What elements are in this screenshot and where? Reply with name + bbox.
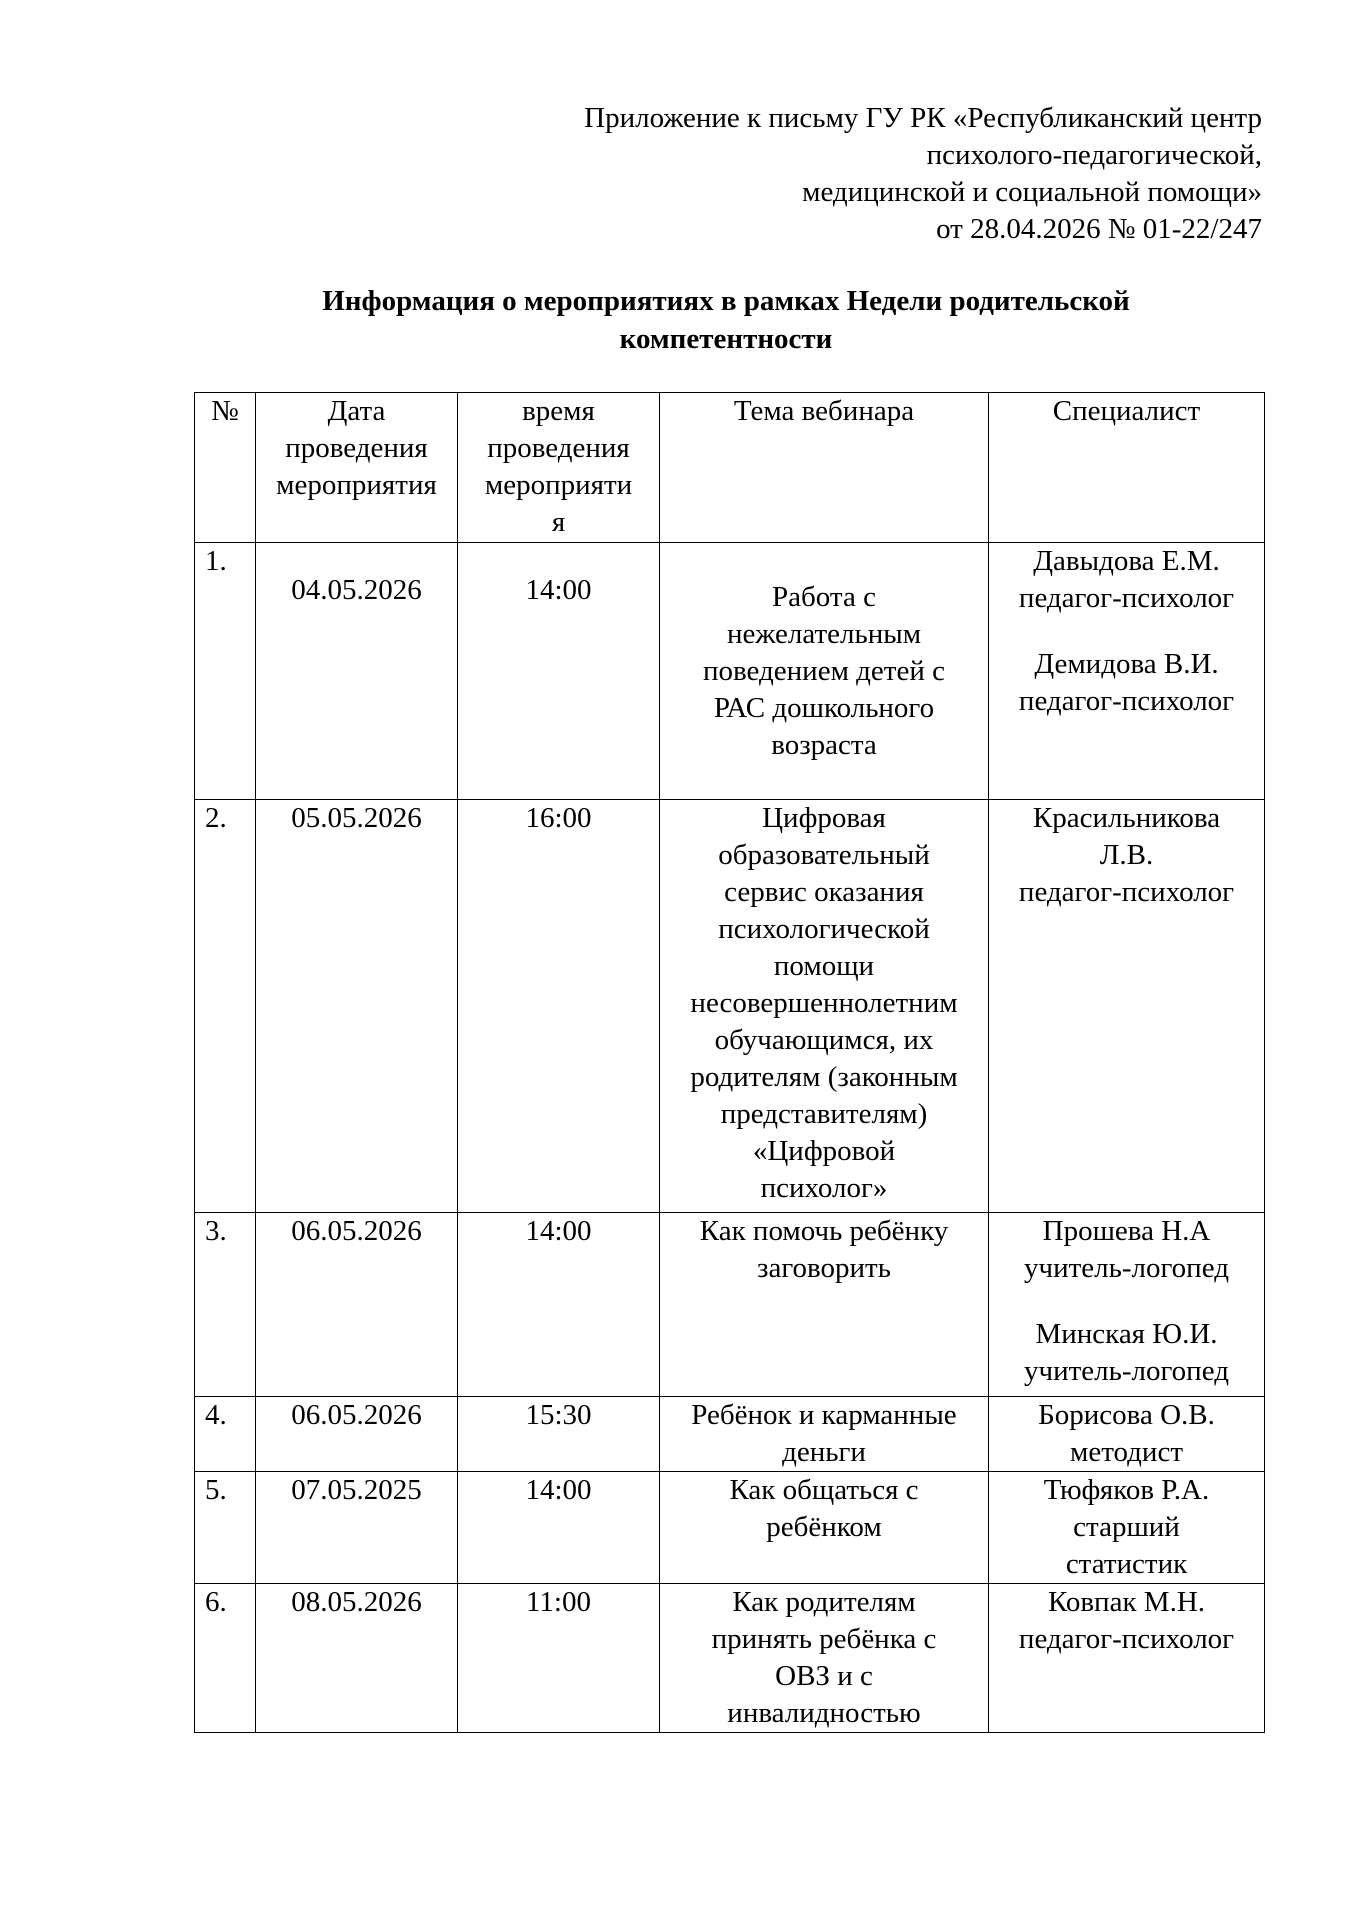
- row-time-text: 14:00: [525, 1474, 592, 1506]
- row-number: [195, 1397, 256, 1472]
- table-header-row: [195, 393, 1265, 543]
- header-line: психолого-педагогической,: [926, 139, 1262, 171]
- row-topic-line: Ребёнок и карманные: [691, 1399, 957, 1431]
- row-topic: [660, 1397, 989, 1472]
- row-topic-line: «Цифровой: [752, 1135, 896, 1167]
- row-date: [256, 1213, 458, 1397]
- row-topic-line: Как родителям: [732, 1586, 916, 1618]
- table-row: [195, 1213, 1265, 1397]
- row-time: [458, 800, 660, 1213]
- row-time: [458, 543, 660, 800]
- specialist-role: педагог-психолог: [1018, 582, 1235, 614]
- row-number-text: 2.: [205, 802, 227, 834]
- specialist-role: учитель-логопед: [1024, 1355, 1229, 1387]
- table-row: [195, 1397, 1265, 1472]
- header-topic: [660, 393, 989, 543]
- title-line: компетентности: [619, 323, 833, 355]
- row-topic-line: представителям): [720, 1098, 928, 1130]
- header-time-line: я: [551, 506, 566, 538]
- header-date-line: Дата: [327, 395, 386, 427]
- row-topic-line: психолог»: [760, 1172, 888, 1204]
- row-number-text: 4.: [205, 1399, 227, 1431]
- row-date: [256, 1472, 458, 1584]
- row-date: [256, 543, 458, 800]
- header-date-line: проведения: [285, 432, 428, 464]
- specialist-name: Борисова О.В.: [1038, 1399, 1215, 1431]
- table-row: [195, 1472, 1265, 1584]
- row-specialist: [989, 800, 1265, 1213]
- header-time-line: мероприяти: [484, 469, 633, 501]
- row-topic-line: нежелательным: [726, 617, 922, 650]
- specialist-role: статистик: [1065, 1548, 1188, 1580]
- letter-appendix-header: [362, 100, 1262, 248]
- row-topic-line: ребёнком: [766, 1511, 882, 1543]
- row-topic-line: несовершеннолетним: [690, 987, 958, 1019]
- specialist-name: Прошева Н.А: [1042, 1215, 1211, 1247]
- table-row: [195, 800, 1265, 1213]
- row-topic-line: сервис оказания: [724, 876, 924, 908]
- row-topic-line: заговорить: [757, 1252, 891, 1284]
- table-row: [195, 1584, 1265, 1733]
- row-date-text: 07.05.2025: [291, 1474, 422, 1506]
- header-line: от 28.04.2026 № 01-22/247: [936, 213, 1262, 245]
- specialist-name: Давыдова Е.М.: [1033, 545, 1220, 577]
- row-specialist: [989, 1397, 1265, 1472]
- row-date: [256, 1584, 458, 1733]
- header-date: [256, 393, 458, 543]
- row-date-text: 04.05.2026: [291, 574, 422, 606]
- row-time-text: 14:00: [525, 1215, 592, 1247]
- row-topic-line: РАС дошкольного: [713, 691, 935, 724]
- row-topic-line: обучающимся, их: [714, 1024, 934, 1056]
- row-topic: [660, 543, 989, 800]
- row-number-text: 1.: [205, 545, 227, 577]
- events-table: [194, 392, 1265, 1733]
- row-time-text: 16:00: [525, 802, 592, 834]
- row-topic-line: Цифровая: [762, 802, 886, 834]
- row-topic: [660, 800, 989, 1213]
- row-date: [256, 1397, 458, 1472]
- row-date-text: 06.05.2026: [291, 1215, 422, 1247]
- row-date-text: 08.05.2026: [291, 1586, 422, 1618]
- row-topic-line: психологической: [718, 913, 930, 945]
- specialist-name: Демидова В.И.: [1034, 648, 1219, 680]
- header-number-label: №: [211, 395, 239, 427]
- row-topic-line: Работа с: [772, 580, 876, 613]
- header-line: медицинской и социальной помощи»: [802, 176, 1262, 208]
- row-date-text: 06.05.2026: [291, 1399, 422, 1431]
- row-number: [195, 1472, 256, 1584]
- specialist-name: Красильникова: [1032, 802, 1221, 834]
- row-topic: [660, 1472, 989, 1584]
- specialist-name: Ковпак М.Н.: [1047, 1586, 1206, 1618]
- table-row: [195, 543, 1265, 800]
- row-topic: [660, 1213, 989, 1397]
- specialist-name: Л.В.: [1099, 839, 1154, 871]
- header-time-line: время: [522, 395, 595, 427]
- row-topic-line: инвалидностью: [727, 1697, 921, 1729]
- header-number: [195, 393, 256, 543]
- specialist-name: Тюфяков Р.А.: [1043, 1474, 1210, 1506]
- row-topic-line: помощи: [773, 950, 875, 982]
- document-title: [195, 282, 1257, 358]
- specialist-name: Минская Ю.И.: [1035, 1318, 1218, 1350]
- header-time-line: проведения: [487, 432, 630, 464]
- row-topic-line: возраста: [771, 728, 877, 761]
- specialist-role: педагог-психолог: [1018, 1623, 1235, 1655]
- row-topic-line: Как помочь ребёнку: [699, 1215, 949, 1247]
- title-line: Информация о мероприятиях в рамках Недели родительской: [322, 285, 1130, 317]
- row-number: [195, 800, 256, 1213]
- header-date-line: мероприятия: [276, 469, 437, 501]
- row-topic-line: образовательный: [718, 839, 930, 871]
- row-number-text: 6.: [205, 1586, 227, 1618]
- specialist-role: педагог-психолог: [1018, 685, 1235, 717]
- row-time-text: 11:00: [526, 1586, 591, 1618]
- specialist-role: методист: [1070, 1436, 1183, 1468]
- header-time: [458, 393, 660, 543]
- row-topic-line: поведением детей с: [703, 654, 945, 687]
- row-specialist: [989, 1472, 1265, 1584]
- row-number-text: 5.: [205, 1474, 227, 1506]
- row-specialist: [989, 543, 1265, 800]
- row-number-text: 3.: [205, 1215, 227, 1247]
- row-time: [458, 1213, 660, 1397]
- row-time-text: 14:00: [525, 574, 592, 606]
- row-time: [458, 1584, 660, 1733]
- specialist-role: педагог-психолог: [1018, 876, 1235, 908]
- row-topic-line: ОВЗ и с: [775, 1660, 873, 1692]
- specialist-role: учитель-логопед: [1024, 1252, 1229, 1284]
- specialist-role: старший: [1073, 1511, 1180, 1543]
- row-time: [458, 1397, 660, 1472]
- row-specialist: [989, 1213, 1265, 1397]
- row-time-text: 15:30: [525, 1399, 592, 1431]
- header-line: Приложение к письму ГУ РК «Республиканский центр: [584, 102, 1262, 134]
- row-specialist: [989, 1584, 1265, 1733]
- header-topic-label: Тема вебинара: [733, 395, 915, 427]
- row-date-text: 05.05.2026: [291, 802, 422, 834]
- header-specialist-label: Специалист: [1052, 395, 1201, 427]
- row-number: [195, 543, 256, 800]
- row-topic-line: деньги: [782, 1436, 866, 1468]
- row-number: [195, 1584, 256, 1733]
- header-specialist: [989, 393, 1265, 543]
- row-date: [256, 800, 458, 1213]
- row-time: [458, 1472, 660, 1584]
- row-topic-line: родителям (законным: [690, 1061, 958, 1093]
- row-topic-line: Как общаться с: [729, 1474, 919, 1506]
- row-number: [195, 1213, 256, 1397]
- row-topic-line: принять ребёнка с: [711, 1623, 937, 1655]
- row-topic: [660, 1584, 989, 1733]
